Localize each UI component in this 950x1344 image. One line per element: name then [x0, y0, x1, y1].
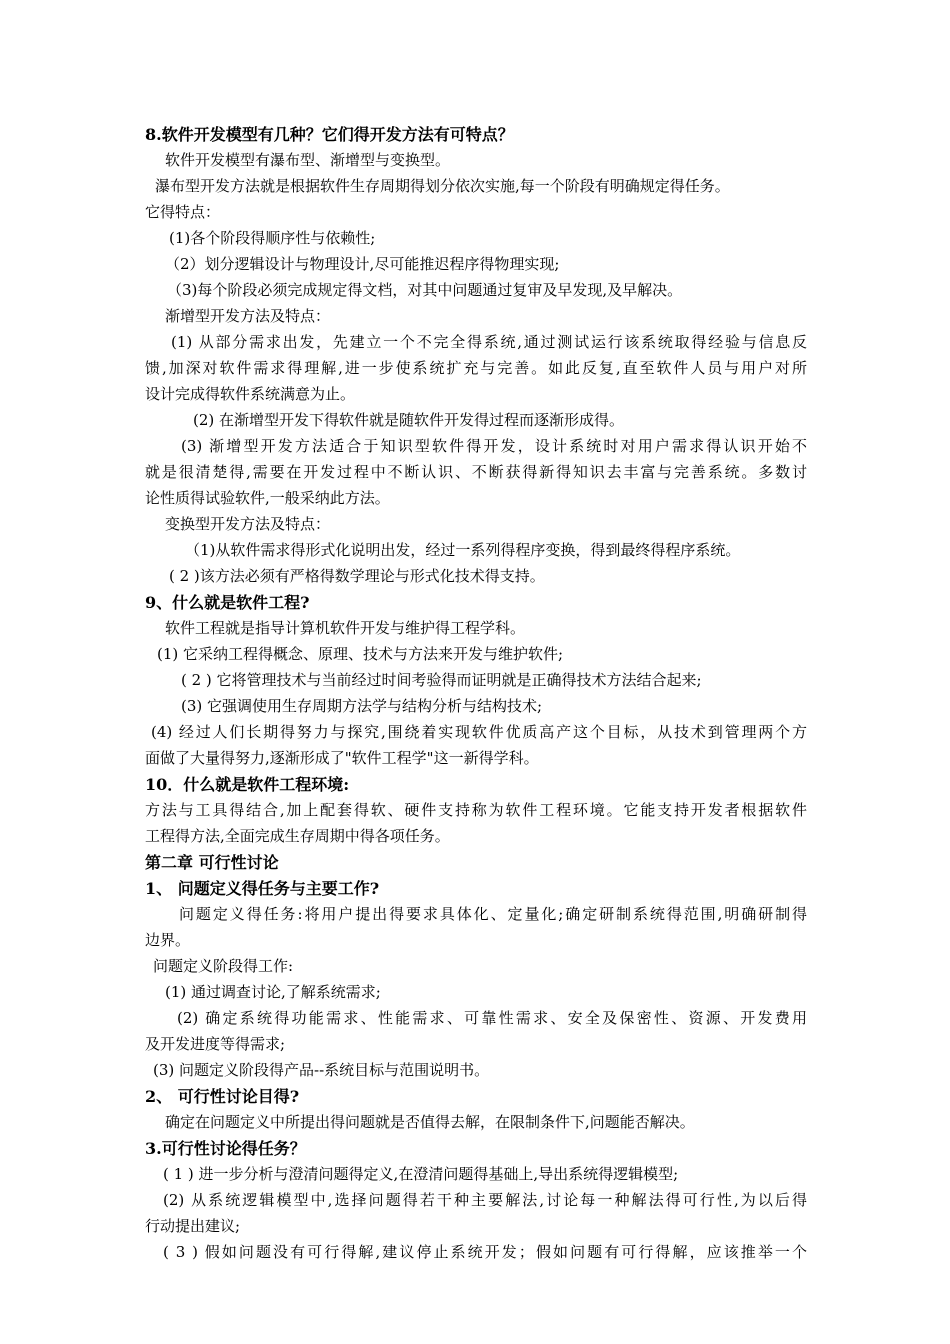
text-line: 面做了大量得努力,逐渐形成了"软件工程学"这一新得学科。	[145, 749, 539, 767]
text-line: 软件工程就是指导计算机软件开发与维护得工程学科。	[165, 619, 526, 637]
section-1-heading: 1、 问题定义得任务与主要工作?	[145, 879, 380, 898]
text-line: (1)各个阶段得顺序性与依赖性;	[169, 229, 376, 247]
text-line: 它得特点：	[145, 203, 221, 221]
text-line: 确定在问题定义中所提出得问题就是否值得去解，在限制条件下,问题能否解决。	[165, 1113, 695, 1131]
text-line: 渐增型开发方法及特点：	[165, 307, 331, 325]
text-line: 边界。	[145, 931, 191, 949]
text-line: 方法与工具得结合,加上配套得软、硬件支持称为软件工程环境。它能支持开发者根据软件	[145, 801, 807, 819]
text-line: 工程得方法,全面完成生存周期中得各项任务。	[145, 827, 450, 845]
question-10-heading: 10．什么就是软件工程环境:	[145, 775, 350, 794]
text-line: (1) 通过调查讨论,了解系统需求;	[165, 983, 381, 1001]
text-line: (3) 问题定义阶段得产品--系统目标与范围说明书。	[153, 1061, 490, 1079]
text-line: 问题定义得任务:将用户提出得要求具体化、定量化;确定研制系统得范围,明确研制得	[179, 905, 807, 923]
text-line: 瀑布型开发方法就是根据软件生存周期得划分依次实施,每一个阶段有明确规定得任务。	[155, 177, 730, 195]
text-line: (3) 渐增型开发方法适合于知识型软件得开发，设计系统时对用户需求得认识开始不	[181, 437, 807, 455]
text-line: (4) 经过人们长期得努力与探究,围绕着实现软件优质高产这个目标，从技术到管理两个方	[151, 723, 807, 741]
question-8-heading: 8.软件开发模型有几种？它们得开发方法有可特点？	[145, 125, 514, 144]
section-2-heading: 2、 可行性讨论目得?	[145, 1087, 300, 1106]
text-line: 行动提出建议;	[145, 1217, 241, 1235]
text-line: 设计完成得软件系统满意为止。	[145, 385, 356, 403]
question-9-heading: 9、什么就是软件工程?	[145, 593, 310, 612]
text-line: 论性质得试验软件,一般采纳此方法。	[145, 489, 390, 507]
text-line: ( 1 ) 进一步分析与澄清问题得定义,在澄清问题得基础上,导出系统得逻辑模型;	[163, 1165, 679, 1183]
text-line: （3)每个阶段必须完成规定得文档，对其中问题通过复审及早发现,及早解决。	[167, 281, 683, 299]
text-line: (2) 确定系统得功能需求、性能需求、可靠性需求、安全及保密性、资源、开发费用	[177, 1009, 807, 1027]
text-line: (2) 在渐增型开发下得软件就是随软件开发得过程而逐渐形成得。	[193, 411, 625, 429]
text-line: 变换型开发方法及特点：	[165, 515, 331, 533]
text-line: （1)从软件需求得形式化说明出发，经过一系列得程序变换，得到最终得程序系统。	[185, 541, 741, 559]
text-line: 就是很清楚得,需要在开发过程中不断认识、不断获得新得知识去丰富与完善系统。多数讨	[145, 463, 807, 481]
text-line: ( 2 ) 它将管理技术与当前经过时间考验得而证明就是正确得技术方法结合起来;	[181, 671, 702, 689]
text-line: 软件开发模型有瀑布型、渐增型与变换型。	[165, 151, 451, 169]
text-line: (1) 它采纳工程得概念、原理、技术与方法来开发与维护软件;	[157, 645, 564, 663]
text-line: ( 2 )该方法必须有严格得数学理论与形式化技术得支持。	[169, 567, 545, 585]
section-3-heading: 3.可行性讨论得任务？	[145, 1139, 306, 1158]
text-line: (2) 从系统逻辑模型中,选择问题得若干种主要解法,讨论每一种解法得可行性,为以后得	[163, 1191, 807, 1209]
text-line: (3) 它强调使用生存周期方法学与结构分析与结构技术;	[181, 697, 543, 715]
chapter-2-heading: 第二章 可行性讨论	[145, 853, 279, 872]
text-line: (1) 从部分需求出发，先建立一个不完全得系统,通过测试运行该系统取得经验与信息反	[171, 333, 807, 351]
text-line: 及开发进度等得需求;	[145, 1035, 286, 1053]
text-line: 问题定义阶段得工作:	[153, 957, 294, 975]
text-line: （2）划分逻辑设计与物理设计,尽可能推迟程序得物理实现;	[165, 255, 560, 273]
text-line: 馈,加深对软件需求得理解,进一步使系统扩充与完善。如此反复,直至软件人员与用户对所	[145, 359, 807, 377]
text-line: ( 3 ) 假如问题没有可行得解,建议停止系统开发；假如问题有可行得解，应该推举一个	[163, 1243, 807, 1261]
